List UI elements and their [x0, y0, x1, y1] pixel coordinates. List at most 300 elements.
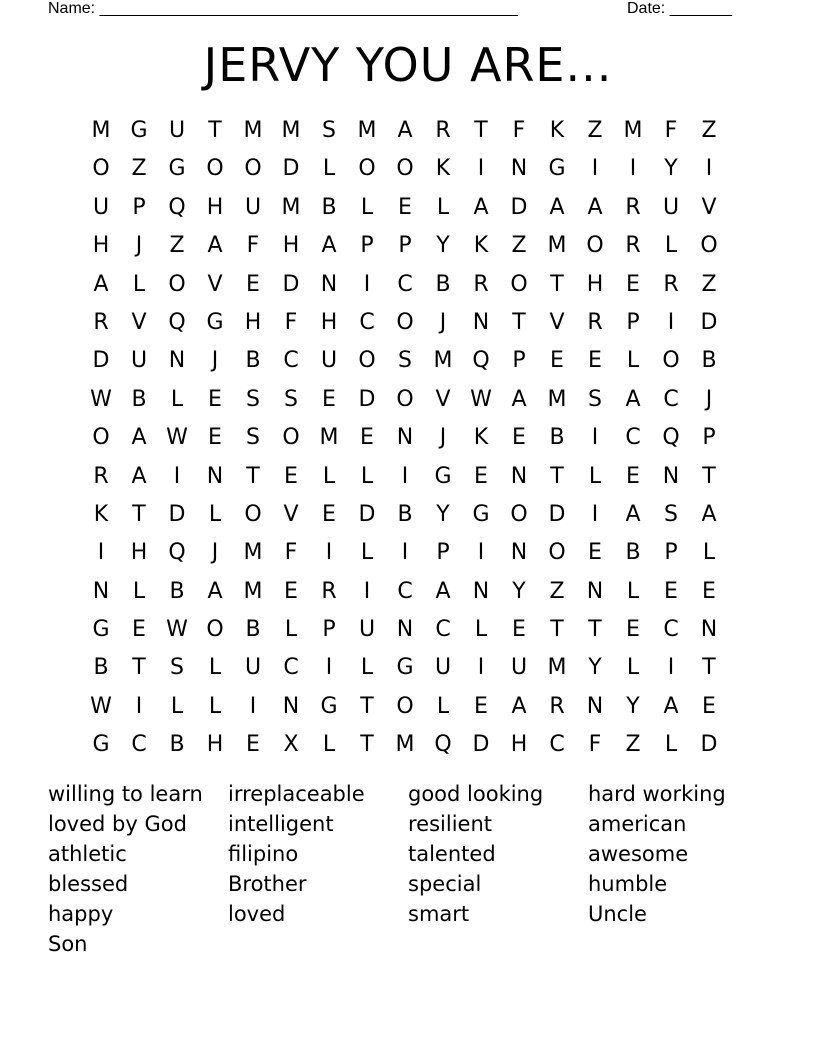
grid-row	[82, 189, 728, 227]
grid-cell[interactable]: D	[168, 501, 186, 527]
grid-cell[interactable]: I	[477, 156, 485, 182]
grid-cell[interactable]: S	[322, 118, 336, 143]
grid-cell[interactable]: A	[625, 386, 641, 412]
grid-row	[82, 534, 728, 572]
grid-cell[interactable]: S	[398, 348, 412, 374]
grid-cell[interactable]: T	[550, 463, 564, 489]
grid-cell[interactable]: D	[700, 732, 718, 758]
grid-cell[interactable]: N	[510, 156, 528, 182]
grid-cell[interactable]: E	[626, 463, 640, 489]
grid-cell[interactable]: I	[591, 156, 599, 182]
grid-cell[interactable]: L	[588, 463, 602, 489]
grid-cell[interactable]: M	[547, 655, 567, 681]
grid-cell[interactable]: Z	[587, 118, 603, 143]
grid-cell[interactable]: J	[211, 348, 219, 374]
grid-cell[interactable]: Z	[701, 118, 717, 143]
grid-cell[interactable]: M	[319, 425, 339, 451]
grid-cell[interactable]: M	[433, 348, 453, 374]
grid-cell[interactable]: C	[131, 732, 147, 758]
grid-cell[interactable]: V	[549, 309, 565, 335]
grid-cell[interactable]: L	[664, 732, 678, 758]
grid-cell[interactable]: A	[663, 693, 679, 719]
grid-cell[interactable]: Q	[472, 348, 490, 374]
grid-cell[interactable]: W	[166, 425, 188, 451]
grid-cell[interactable]: I	[173, 463, 181, 489]
grid-cell[interactable]: P	[664, 540, 678, 566]
grid-cell[interactable]: C	[283, 655, 299, 681]
grid-cell[interactable]: C	[625, 425, 641, 451]
grid-cell[interactable]: B	[701, 348, 717, 374]
grid-cell[interactable]: I	[705, 156, 713, 182]
grid-row	[82, 726, 728, 764]
grid-cell[interactable]: L	[170, 693, 184, 719]
grid-cell[interactable]: N	[472, 309, 490, 335]
grid-cell[interactable]: O	[396, 386, 414, 412]
grid-cell[interactable]: A	[701, 501, 717, 527]
grid-cell[interactable]: N	[662, 463, 680, 489]
grid-cell[interactable]: N	[510, 463, 528, 489]
grid-cell[interactable]: D	[282, 271, 300, 297]
grid-cell[interactable]: T	[246, 463, 260, 489]
grid-cell[interactable]: I	[629, 156, 637, 182]
grid-cell[interactable]: O	[396, 156, 414, 182]
grid-cell[interactable]: L	[436, 693, 450, 719]
grid-cell[interactable]: T	[360, 693, 374, 719]
grid-cell[interactable]: R	[663, 271, 679, 297]
grid-cell[interactable]: C	[397, 271, 413, 297]
grid-cell[interactable]: A	[511, 386, 527, 412]
grid-cell[interactable]: E	[322, 501, 336, 527]
grid-cell[interactable]: V	[435, 386, 451, 412]
grid-cell[interactable]: F	[284, 309, 298, 335]
grid-cell[interactable]: M	[395, 732, 415, 758]
grid-cell[interactable]: O	[92, 156, 110, 182]
grid-cell[interactable]: G	[472, 501, 490, 527]
grid-cell[interactable]: R	[321, 578, 337, 604]
grid-cell[interactable]: G	[434, 463, 452, 489]
grid-cell[interactable]: O	[206, 617, 224, 643]
grid-cell[interactable]: L	[208, 501, 222, 527]
grid-cell[interactable]: T	[702, 655, 716, 681]
grid-cell[interactable]: J	[135, 233, 143, 259]
grid-cell[interactable]: R	[93, 463, 109, 489]
grid-cell[interactable]: T	[588, 617, 602, 643]
grid-cell[interactable]: Q	[662, 425, 680, 451]
grid-cell[interactable]: L	[132, 578, 146, 604]
grid-cell[interactable]: Y	[512, 578, 526, 604]
grid-cell[interactable]: L	[170, 386, 184, 412]
grid-cell[interactable]: G	[320, 693, 338, 719]
grid-cell[interactable]: P	[360, 233, 374, 259]
grid-cell[interactable]: B	[321, 194, 337, 220]
grid-cell[interactable]: M	[243, 118, 263, 143]
grid-cell[interactable]: U	[662, 194, 680, 220]
grid-cell[interactable]: F	[284, 540, 298, 566]
grid-cell[interactable]: Y	[626, 693, 640, 719]
grid-cell[interactable]: H	[586, 271, 604, 297]
grid-cell[interactable]: O	[168, 271, 186, 297]
word-bank-item: filipino	[228, 842, 299, 866]
grid-cell[interactable]: T	[550, 271, 564, 297]
grid-cell[interactable]: L	[360, 540, 374, 566]
grid-cell[interactable]: H	[244, 309, 262, 335]
grid-cell[interactable]: F	[664, 118, 678, 143]
grid-cell[interactable]: E	[132, 617, 146, 643]
grid-cell[interactable]: D	[92, 348, 110, 374]
grid-cell[interactable]: I	[477, 540, 485, 566]
grid-cell[interactable]: Q	[168, 309, 186, 335]
grid-cell[interactable]: A	[207, 233, 223, 259]
grid-cell[interactable]: L	[626, 655, 640, 681]
grid-cell[interactable]: O	[510, 501, 528, 527]
grid-cell[interactable]: T	[208, 118, 222, 143]
grid-cell[interactable]: H	[92, 233, 110, 259]
grid-cell[interactable]: K	[473, 233, 489, 259]
grid-cell[interactable]: T	[360, 732, 374, 758]
grid-cell[interactable]: E	[246, 732, 260, 758]
grid-cell[interactable]: S	[246, 425, 260, 451]
grid-cell[interactable]: P	[322, 617, 336, 643]
grid-cell[interactable]: B	[397, 501, 413, 527]
grid-cell[interactable]: M	[91, 118, 111, 143]
grid-cell[interactable]: A	[511, 693, 527, 719]
grid-cell[interactable]: Y	[436, 501, 450, 527]
grid-cell[interactable]: N	[586, 693, 604, 719]
grid-cell[interactable]: G	[206, 309, 224, 335]
grid-cell[interactable]: H	[510, 732, 528, 758]
grid-cell[interactable]: O	[548, 540, 566, 566]
grid-row	[82, 304, 728, 342]
grid-cell[interactable]: N	[92, 578, 110, 604]
grid-cell[interactable]: L	[322, 732, 336, 758]
grid-cell[interactable]: I	[401, 540, 409, 566]
word-bank-item: intelligent	[228, 812, 334, 836]
grid-cell[interactable]: T	[132, 655, 146, 681]
grid-cell[interactable]: V	[283, 501, 299, 527]
grid-cell[interactable]: U	[434, 655, 452, 681]
grid-cell[interactable]: U	[130, 348, 148, 374]
grid-cell[interactable]: C	[359, 309, 375, 335]
grid-cell[interactable]: D	[282, 156, 300, 182]
grid-cell[interactable]: O	[92, 425, 110, 451]
grid-cell[interactable]: E	[588, 540, 602, 566]
grid-cell[interactable]: S	[588, 386, 602, 412]
grid-cell[interactable]: B	[131, 386, 147, 412]
grid-cell[interactable]: C	[283, 348, 299, 374]
grid-cell[interactable]: U	[168, 118, 186, 143]
grid-cell[interactable]: C	[663, 386, 679, 412]
grid-cell[interactable]: W	[90, 693, 112, 719]
grid-cell[interactable]: J	[211, 540, 219, 566]
grid-cell[interactable]: O	[358, 156, 376, 182]
grid-cell[interactable]: A	[93, 271, 109, 297]
grid-cell[interactable]: R	[93, 309, 109, 335]
grid-cell[interactable]: R	[587, 309, 603, 335]
grid-cell[interactable]: L	[664, 233, 678, 259]
grid-cell[interactable]: E	[588, 348, 602, 374]
grid-cell[interactable]: Z	[131, 156, 147, 182]
word-bank-item: resilient	[408, 812, 492, 836]
grid-cell[interactable]: E	[208, 425, 222, 451]
grid-cell[interactable]: N	[282, 693, 300, 719]
grid-cell[interactable]: D	[358, 501, 376, 527]
grid-cell[interactable]: I	[135, 693, 143, 719]
grid-cell[interactable]: E	[322, 386, 336, 412]
grid-cell[interactable]: Z	[549, 578, 565, 604]
grid-cell[interactable]: C	[549, 732, 565, 758]
grid-cell[interactable]: O	[358, 348, 376, 374]
grid-cell[interactable]: N	[206, 463, 224, 489]
grid-cell[interactable]: E	[246, 271, 260, 297]
grid-cell[interactable]: E	[284, 578, 298, 604]
grid-cell[interactable]: P	[436, 540, 450, 566]
grid-cell[interactable]: A	[625, 501, 641, 527]
grid-cell[interactable]: T	[550, 617, 564, 643]
grid-cell[interactable]: T	[132, 501, 146, 527]
grid-cell[interactable]: L	[208, 655, 222, 681]
grid-cell[interactable]: H	[206, 194, 224, 220]
grid-cell[interactable]: A	[473, 194, 489, 220]
grid-cell[interactable]: N	[586, 578, 604, 604]
grid-cell[interactable]: B	[93, 655, 109, 681]
grid-cell[interactable]: J	[705, 386, 713, 412]
grid-cell[interactable]: L	[360, 655, 374, 681]
grid-cell[interactable]: E	[664, 578, 678, 604]
grid-cell[interactable]: P	[132, 194, 146, 220]
grid-cell[interactable]: E	[474, 693, 488, 719]
grid-cell[interactable]: N	[320, 271, 338, 297]
grid-cell[interactable]: I	[325, 540, 333, 566]
grid-cell[interactable]: L	[474, 617, 488, 643]
grid-cell[interactable]: C	[663, 617, 679, 643]
grid-cell[interactable]: E	[702, 693, 716, 719]
grid-cell[interactable]: N	[700, 617, 718, 643]
grid-cell[interactable]: Y	[436, 233, 450, 259]
grid-cell[interactable]: Q	[168, 194, 186, 220]
grid-cell[interactable]: E	[360, 425, 374, 451]
grid-cell[interactable]: L	[284, 617, 298, 643]
grid-cell[interactable]: E	[702, 578, 716, 604]
grid-cell[interactable]: O	[282, 425, 300, 451]
grid-cell[interactable]: S	[664, 501, 678, 527]
grid-cell[interactable]: F	[246, 233, 260, 259]
puzzle-title: JERVY YOU ARE...	[203, 38, 613, 92]
grid-cell[interactable]: I	[97, 540, 105, 566]
grid-cell[interactable]: I	[363, 271, 371, 297]
grid-cell[interactable]: D	[472, 732, 490, 758]
grid-cell[interactable]: U	[244, 655, 262, 681]
grid-cell[interactable]: G	[92, 617, 110, 643]
grid-cell[interactable]: I	[591, 501, 599, 527]
grid-cell[interactable]: R	[625, 233, 641, 259]
grid-cell[interactable]: I	[325, 655, 333, 681]
grid-cell[interactable]: A	[397, 118, 413, 143]
grid-cell[interactable]: E	[512, 617, 526, 643]
grid-cell[interactable]: M	[281, 118, 301, 143]
grid-cell[interactable]: N	[396, 617, 414, 643]
grid-cell[interactable]: C	[435, 617, 451, 643]
grid-cell[interactable]: Z	[701, 271, 717, 297]
grid-cell[interactable]: O	[510, 271, 528, 297]
grid-cell[interactable]: O	[700, 233, 718, 259]
grid-cell[interactable]: Z	[511, 233, 527, 259]
grid-row	[82, 266, 728, 304]
grid-cell[interactable]: W	[90, 386, 112, 412]
grid-cell[interactable]: G	[548, 156, 566, 182]
grid-cell[interactable]: N	[396, 425, 414, 451]
grid-cell[interactable]: T	[512, 309, 526, 335]
grid-cell[interactable]: C	[397, 578, 413, 604]
grid-cell[interactable]: V	[131, 309, 147, 335]
grid-cell[interactable]: B	[549, 425, 565, 451]
grid-cell[interactable]: N	[168, 348, 186, 374]
grid-cell[interactable]: D	[510, 194, 528, 220]
grid-cell[interactable]: A	[131, 463, 147, 489]
grid-cell[interactable]: B	[435, 271, 451, 297]
grid-cell[interactable]: F	[588, 732, 602, 758]
grid-cell[interactable]: A	[549, 194, 565, 220]
grid-cell[interactable]: K	[549, 118, 565, 143]
grid-cell[interactable]: D	[548, 501, 566, 527]
grid-cell[interactable]: Y	[588, 655, 602, 681]
grid-cell[interactable]: E	[398, 194, 412, 220]
grid-cell[interactable]: H	[130, 540, 148, 566]
grid-cell[interactable]: L	[626, 578, 640, 604]
grid-cell[interactable]: V	[701, 194, 717, 220]
grid-cell[interactable]: S	[246, 386, 260, 412]
grid-cell[interactable]: M	[547, 386, 567, 412]
grid-cell[interactable]: R	[549, 693, 565, 719]
grid-cell[interactable]: M	[547, 233, 567, 259]
grid-cell[interactable]: L	[436, 194, 450, 220]
grid-cell[interactable]: P	[702, 425, 716, 451]
grid-cell[interactable]: U	[510, 655, 528, 681]
grid-cell[interactable]: G	[130, 118, 148, 143]
grid-cell[interactable]: L	[702, 540, 716, 566]
grid-cell[interactable]: Y	[664, 156, 678, 182]
grid-cell[interactable]: E	[512, 425, 526, 451]
grid-cell[interactable]: W	[166, 617, 188, 643]
grid-cell[interactable]: I	[477, 655, 485, 681]
grid-cell[interactable]: O	[662, 348, 680, 374]
grid-cell[interactable]: M	[281, 194, 301, 220]
grid-cell[interactable]: T	[702, 463, 716, 489]
grid-cell[interactable]: A	[131, 425, 147, 451]
grid-cell[interactable]: Z	[169, 233, 185, 259]
grid-cell[interactable]: L	[360, 463, 374, 489]
grid-cell[interactable]: U	[358, 617, 376, 643]
grid-cell[interactable]: L	[626, 348, 640, 374]
grid-cell[interactable]: H	[282, 233, 300, 259]
grid-cell[interactable]: U	[320, 348, 338, 374]
grid-cell[interactable]: L	[322, 156, 336, 182]
grid-cell[interactable]: U	[92, 194, 110, 220]
grid-cell[interactable]: O	[396, 309, 414, 335]
grid-cell[interactable]: E	[474, 463, 488, 489]
grid-cell[interactable]: E	[626, 617, 640, 643]
grid-cell[interactable]: U	[244, 194, 262, 220]
grid-cell[interactable]: H	[320, 309, 338, 335]
grid-cell[interactable]: O	[244, 156, 262, 182]
grid-cell[interactable]: E	[550, 348, 564, 374]
grid-cell[interactable]: B	[169, 578, 185, 604]
grid-cell[interactable]: O	[586, 233, 604, 259]
grid-cell[interactable]: E	[284, 463, 298, 489]
grid-cell[interactable]: O	[206, 156, 224, 182]
grid-cell[interactable]: K	[435, 156, 451, 182]
grid-cell[interactable]: A	[321, 233, 337, 259]
grid-cell[interactable]: A	[587, 194, 603, 220]
grid-cell[interactable]: L	[322, 463, 336, 489]
grid-cell[interactable]: N	[510, 540, 528, 566]
grid-cell[interactable]: G	[92, 732, 110, 758]
grid-cell[interactable]: I	[401, 463, 409, 489]
grid-cell[interactable]: R	[625, 194, 641, 220]
grid-cell[interactable]: R	[435, 118, 451, 143]
grid-cell[interactable]: O	[396, 693, 414, 719]
grid-row	[82, 381, 728, 419]
grid-cell[interactable]: P	[398, 233, 412, 259]
grid-cell[interactable]: B	[245, 617, 261, 643]
grid-cell[interactable]: R	[473, 271, 489, 297]
grid-cell[interactable]: P	[512, 348, 526, 374]
grid-cell[interactable]: Q	[434, 732, 452, 758]
grid-cell[interactable]: L	[208, 693, 222, 719]
grid-cell[interactable]: L	[360, 194, 374, 220]
grid-row	[82, 573, 728, 611]
grid-cell[interactable]: M	[623, 118, 643, 143]
grid-cell[interactable]: D	[358, 386, 376, 412]
grid-cell[interactable]: Q	[168, 540, 186, 566]
grid-cell[interactable]: K	[473, 425, 489, 451]
grid-cell[interactable]: G	[396, 655, 414, 681]
grid-cell[interactable]: Z	[625, 732, 641, 758]
grid-cell[interactable]: A	[207, 578, 223, 604]
grid-cell[interactable]: E	[208, 386, 222, 412]
grid-cell[interactable]: M	[357, 118, 377, 143]
grid-cell[interactable]: B	[625, 540, 641, 566]
grid-cell[interactable]: S	[284, 386, 298, 412]
grid-cell[interactable]: J	[439, 309, 447, 335]
grid-cell[interactable]: G	[168, 156, 186, 182]
grid-cell[interactable]: W	[470, 386, 492, 412]
grid-cell[interactable]: O	[244, 501, 262, 527]
grid-cell[interactable]: I	[363, 578, 371, 604]
grid-cell[interactable]: M	[243, 578, 263, 604]
grid-cell[interactable]: J	[439, 425, 447, 451]
grid-cell[interactable]: P	[626, 309, 640, 335]
grid-cell[interactable]: T	[474, 118, 488, 143]
grid-cell[interactable]: I	[667, 655, 675, 681]
grid-cell[interactable]: V	[207, 271, 223, 297]
grid-cell[interactable]: I	[591, 425, 599, 451]
grid-cell[interactable]: F	[512, 118, 526, 143]
grid-cell[interactable]: B	[169, 732, 185, 758]
grid-cell[interactable]: H	[206, 732, 224, 758]
grid-cell[interactable]: B	[245, 348, 261, 374]
grid-cell[interactable]: S	[170, 655, 184, 681]
grid-cell[interactable]: M	[243, 540, 263, 566]
grid-cell[interactable]: X	[283, 732, 299, 758]
grid-cell[interactable]: L	[132, 271, 146, 297]
grid-cell[interactable]: K	[93, 501, 109, 527]
grid-cell[interactable]: I	[249, 693, 257, 719]
grid-cell[interactable]: A	[435, 578, 451, 604]
grid-cell[interactable]: E	[626, 271, 640, 297]
grid-cell[interactable]: N	[472, 578, 490, 604]
grid-cell[interactable]: D	[700, 309, 718, 335]
grid-cell[interactable]: I	[667, 309, 675, 335]
